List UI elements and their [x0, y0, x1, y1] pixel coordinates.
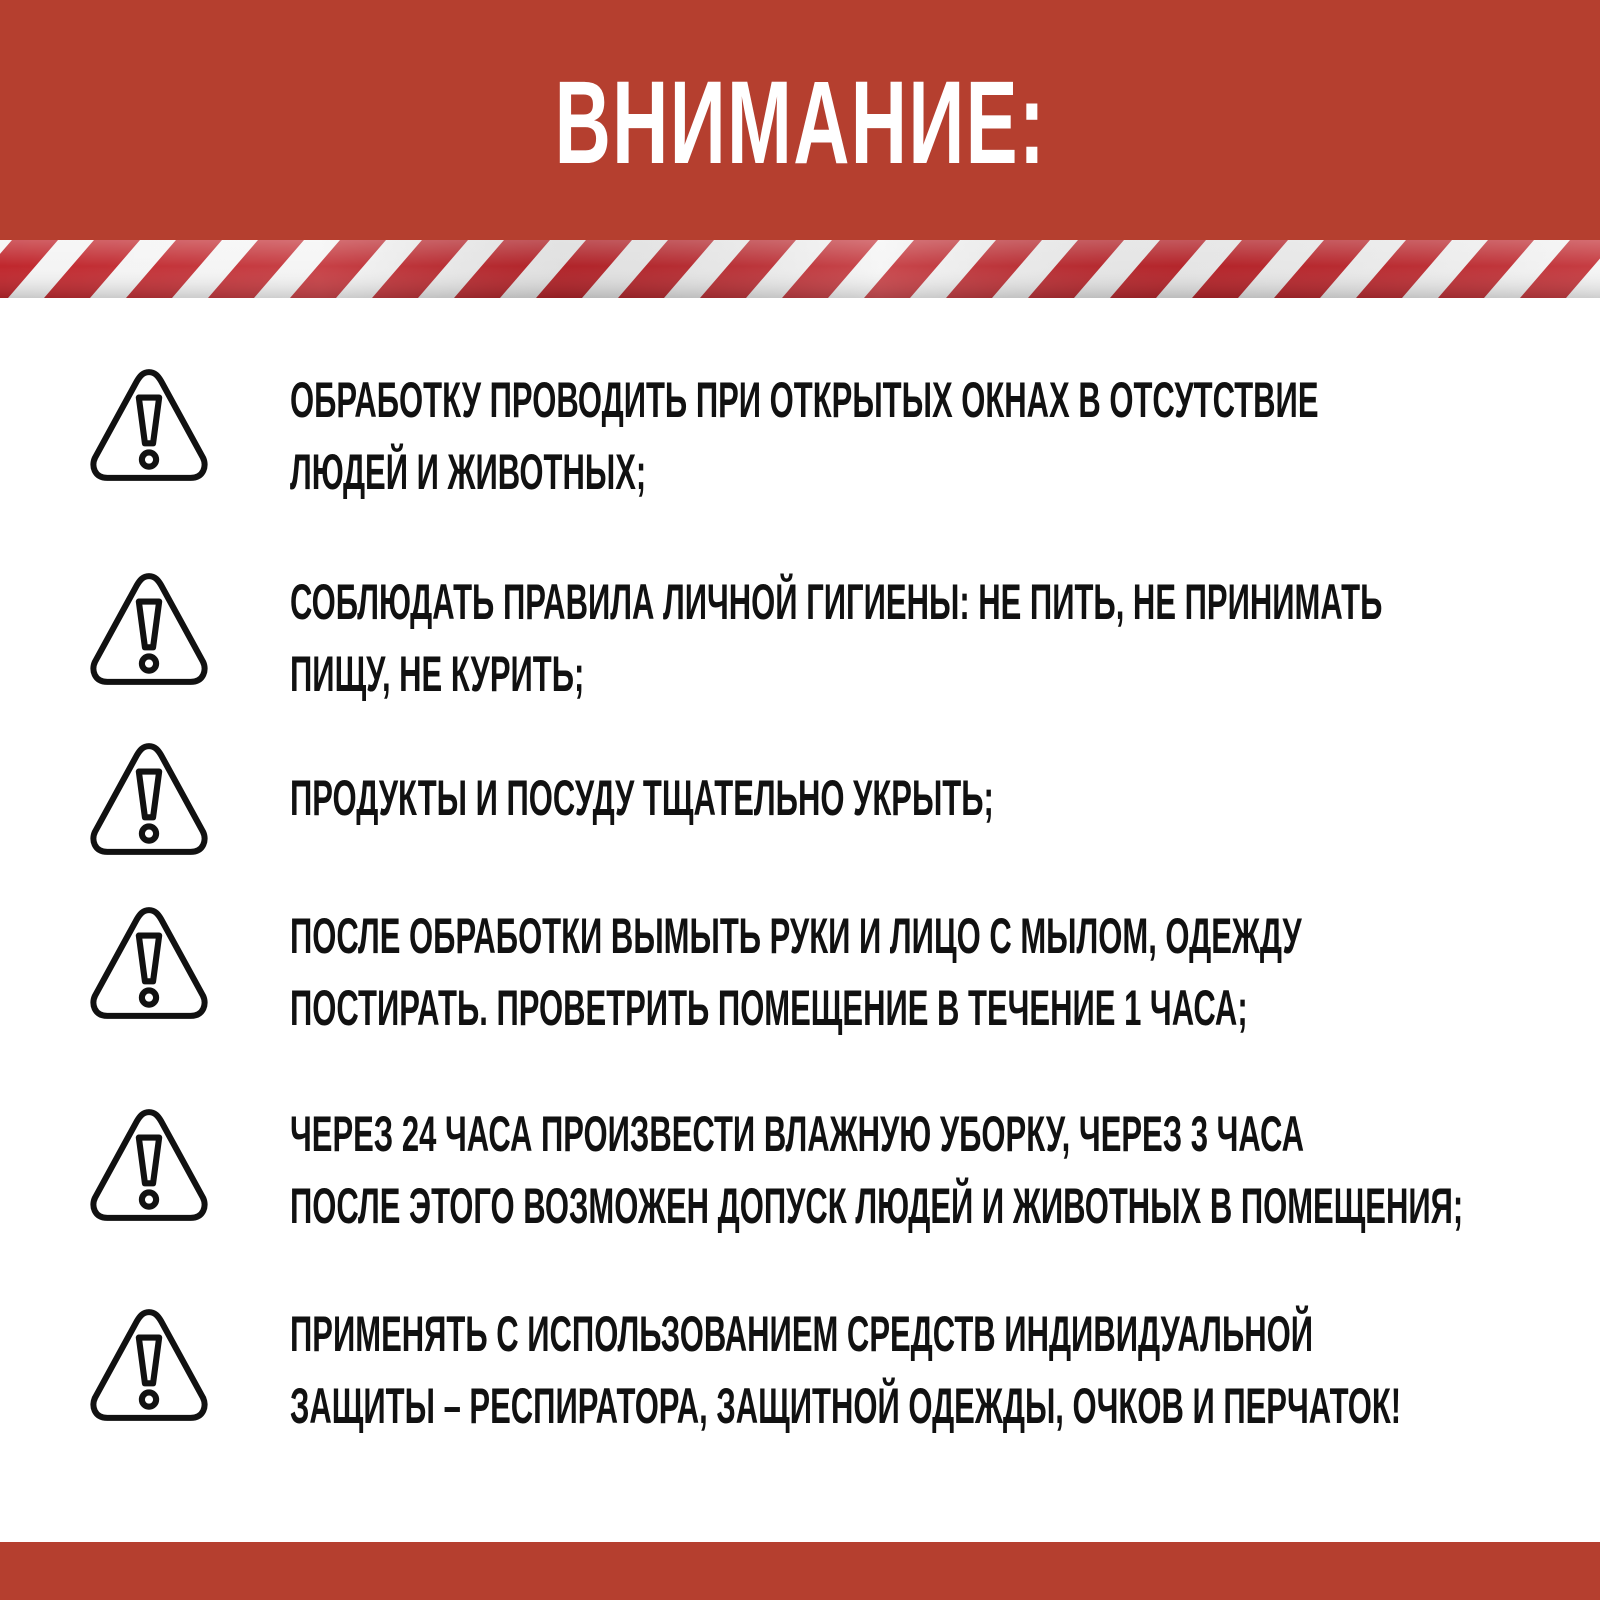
- list-item-line: ЧЕРЕЗ 24 ЧАСА ПРОИЗВЕСТИ ВЛАЖНУЮ УБОРКУ, ЧЕРЕЗ 3 ЧАСА: [290, 1106, 1305, 1162]
- list-item-line: ПОСТИРАТЬ. ПРОВЕТРИТЬ ПОМЕЩЕНИЕ В ТЕЧЕНИЕ 1 ЧАСА;: [290, 980, 1248, 1036]
- list-item-text: [290, 900, 1302, 1044]
- list-item-line: ПРИМЕНЯТЬ С ИСПОЛЬЗОВАНИЕМ СРЕДСТВ ИНДИВИДУАЛЬНОЙ: [290, 1306, 1313, 1362]
- content-area: [0, 298, 1600, 1542]
- barrier-tape: [0, 240, 1600, 298]
- list-item-text: [290, 1298, 1401, 1442]
- list-item-line: ОБРАБОТКУ ПРОВОДИТЬ ПРИ ОТКРЫТЫХ ОКНАХ В ОТСУТСТВИЕ: [290, 372, 1319, 428]
- warning-icon: [88, 902, 210, 1024]
- list-item-line: ЗАЩИТЫ – РЕСПИРАТОРА, ЗАЩИТНОЙ ОДЕЖДЫ, ОЧКОВ И ПЕРЧАТОК!: [290, 1378, 1402, 1434]
- list-item-line: ПОСЛЕ ЭТОГО ВОЗМОЖЕН ДОПУСК ЛЮДЕЙ И ЖИВОТНЫХ В ПОМЕЩЕНИЯ;: [290, 1178, 1464, 1234]
- list-item-text: [290, 566, 1382, 710]
- warning-icon: [88, 738, 210, 860]
- footer-band: [0, 1542, 1600, 1600]
- list-item-line: ЛЮДЕЙ И ЖИВОТНЫХ;: [290, 444, 647, 500]
- list-item-line: ПОСЛЕ ОБРАБОТКИ ВЫМЫТЬ РУКИ И ЛИЦО С МЫЛОМ, ОДЕЖДУ: [290, 908, 1302, 964]
- warning-icon: [88, 364, 210, 486]
- warning-icon: [88, 568, 210, 690]
- header-banner: [0, 0, 1600, 240]
- barrier-tape-stripes: [0, 240, 1600, 298]
- list-item-text: [290, 364, 1319, 508]
- list-item-line: ПРОДУКТЫ И ПОСУДУ ТЩАТЕЛЬНО УКРЫТЬ;: [290, 770, 994, 826]
- list-item-line: СОБЛЮДАТЬ ПРАВИЛА ЛИЧНОЙ ГИГИЕНЫ: НЕ ПИТЬ, НЕ ПРИНИМАТЬ: [290, 574, 1383, 630]
- warning-icon: [88, 1104, 210, 1226]
- page-title: ВНИМАНИЕ:: [554, 57, 1046, 189]
- list-item-text: [290, 1098, 1463, 1242]
- list-item-text: [290, 762, 994, 834]
- list-item-line: ПИЩУ, НЕ КУРИТЬ;: [290, 646, 585, 702]
- warning-icon: [88, 1304, 210, 1426]
